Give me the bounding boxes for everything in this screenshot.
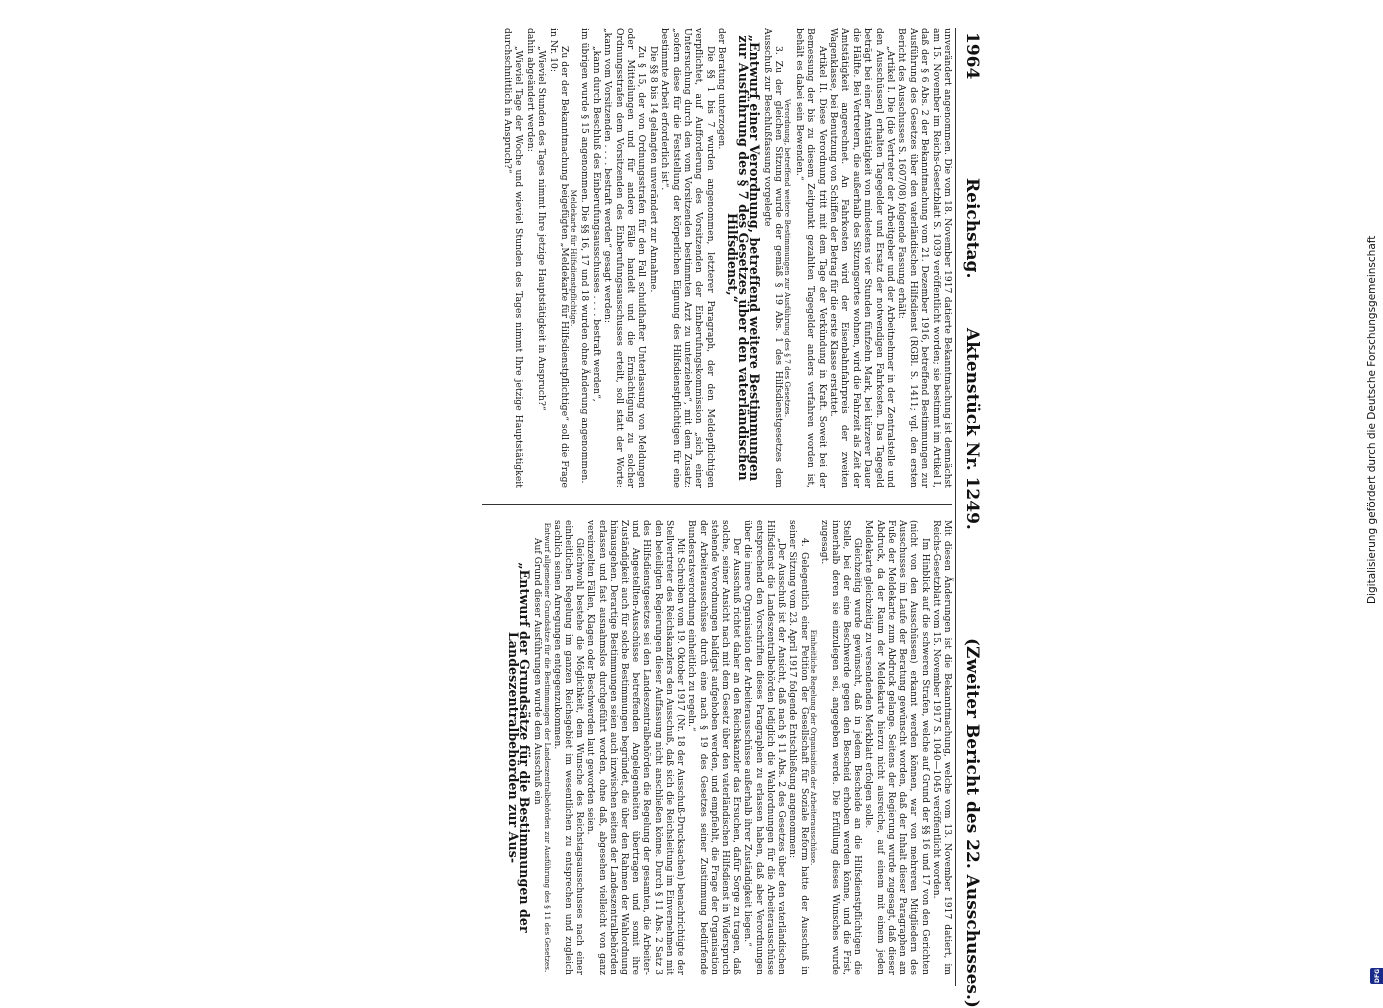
- page-body: [480, 28, 982, 1008]
- right-column-paragraph: Mit diesen Änderungen ist die Bekanntmachung, welche vom 13. November 1917 datiert, im Reichs-Gesetzblatt vom 15. November 1917 S. 1040—1045 veröffentlicht worden.: [930, 520, 952, 975]
- left-column-paragraph: Die §§ 1 bis 7 wurden angenommen, letzterer Paragraph, der den Meldepflichtigen verpflichtet, auf Aufforderung des Vorsitzenden der Einberufungskommission „sich einer Untersuchung durch den vom Vorsitzenden bestimmten Arzt zu unterziehen“, mit dem Zusatz: „sofern diese für die Feststellung der körperlichen Eignung des Hilfsdienstpflichtigen für eine bestimmte Arbeit erforderlich ist“.: [659, 28, 715, 488]
- left-column-paragraph: Zu der der Bekanntmachung beigefügten „Meldekarte für Hilfsdienstpflichtige“ soll die Frage in Nr. 10:: [547, 28, 569, 488]
- right-column-paragraph: 4. Gelegentlich einer Petition der Gesellschaft für Soziale Reform hatte der Ausschuß in seiner Sitzung vom 23. April 1917 folgende Entschließung angenommen:: [787, 520, 809, 975]
- left-column-paragraph: unverändert angenommen. Die vom 18. November 1917 datierte Bekanntmachung ist demnächst am 15. November im Reichs-Gesetzblatt S. 1039 veröffentlicht worden; sie bestimmt im Artikel I, daß der § 6 Abs. 2 der Bekanntmachung vom 21. Dezember 1916, betreffend Bestimmungen zur Ausführung des Gesetzes über den vaterländischen Hilfsdienst (RGBl. S. 1411; vgl. den ersten Bericht des Ausschusses S. 1607/08) folgende Fassung erhält:: [896, 28, 952, 488]
- rotated-content: [8, 28, 982, 1008]
- left-column-paragraph: Zu § 15, der von Ordnungsstrafen für den Fall schuldhafter Unterlassung von Meldungen oder Mitteilungen und für andere Fälle handelt und die Ermächtigung zu solcher Ordnungsstrafen dem Vorsitzenden des Einberufungsausschusses erteilt, soll statt der Worte: „kann vom Vorsitzenden . . . . bestraft werden“ gesagt werden:: [602, 28, 647, 488]
- right-column-paragraph: Der Ausschuß richtet daher an den Reichskanzler das Ersuchen, dafür Sorge zu tragen, daß solche, seiner Ansicht nach mit dem Gesetz über den vaterländischen Hilfsdienst in Widerspruch stehende Verordnungen baldigst aufgehoben werden, und empfiehlt, die Frage der Organisation der Arbeiterausschüsse durch eine nach § 19 des Gesetzes seiner Zustimmung bedürfende Bundesratsverordnung einheitlich zu regeln.“: [686, 520, 742, 975]
- header-title-right: (Zweiter Bericht des 22. Ausschusses.): [962, 638, 982, 1008]
- header-rule: [955, 28, 956, 986]
- right-column-paragraph: Einheitliche Regelung der Organisation der Arbeiterausschüsse.: [809, 629, 819, 866]
- left-column-paragraph: Artikel II. Diese Verordnung tritt mit dem Tage der Verkündung in Kraft. Soweit bei der Bemessung der bis zu diesem Zeitpunkt gezahlten Tagegelder anders verfahren worden ist, behält es dabei sein Bewenden.“: [793, 28, 827, 488]
- right-column-paragraph: Gleichwohl bestehe die Möglichkeit, dem Wunsche des Reichstagsausschusses nach einer einheitlichen Regelung im ganzen Reichsgebiet im wesentlichen zu entsprechen und zugleich sachlich seinen Anregungen entgegenzukommen.: [551, 520, 585, 975]
- left-column-paragraph: Die §§ 8 bis 14 gelangten unverändert zur Annahme.: [647, 46, 658, 293]
- right-column-paragraph: Entwurf allgemeiner Grundsätze für die Bestimmungen der Landeszentralbehörden zur Ausführung des § 11 des Gesetzes.: [542, 522, 552, 973]
- left-column-paragraph: dahin abgeändert werden:: [524, 28, 535, 152]
- left-column-paragraph: 3. Zu der gleichen Sitzung wurde der gemäß § 19 Abs. 1 des Hilfsdienstgesetzes dem Ausschuß zur Beschlußfassung vorgelegte: [761, 28, 784, 488]
- left-column-paragraph: Meldekarte für Hilfsdienstpflichtige.: [568, 189, 578, 327]
- header-title-left: Reichstag.: [962, 178, 982, 279]
- right-column-paragraph: Auf Grund dieser Ausführungen wurde dem Ausschuß ein: [531, 538, 542, 805]
- left-column-paragraph: Verordnung, betreffend weitere Bestimmungen zur Ausführung des § 7 des Gesetzes.: [783, 98, 793, 418]
- right-column-paragraph: Gleichzeitig wurde gewünscht, daß in jedem Bescheide an die Hilfsdienstpflichtigen die Stelle, bei der eine Beschwerde gegen den Bescheid erhoben werden könne, und die Frist, innerhalb deren sie einzulegen sei, angegeben werde. Die Erfüllung dieses Wunsches wurde zugesagt.: [818, 520, 863, 975]
- column-divider: [482, 504, 952, 505]
- left-column-paragraph: „Wieviel Stunden des Tages nimmt Ihre jetzige Hauptstätigkeit in Anspruch?“: [536, 46, 547, 411]
- left-column-paragraph: „Artikel I. Die [die Vertreter der Arbeitgeber und der Arbeitnehmer in der Zentralstelle und den Ausschüssen] erhalten Tagegelder und Ersatz der notwendigen Fahrkosten. Das Tagegeld beträgt bei einer Amtstätigkeit von mindestens vier Stunden fünfzehn Mark, bei kürzerer Dauer die Hälfte. Bei Vertretern, die außerhalb des Sitzungsortes wohnen, wird die Fahrzeit als Zeit der Amtstätigkeit angerechnet. An Fahrkosten wird der Eisenbahnfahrpreis der zweiten Wagenklasse, bei Benutzung von Schiffen der Betrag für die erste Klasse erstattet.: [827, 28, 895, 488]
- left-column: [501, 28, 952, 488]
- right-column-paragraph: „Der Ausschuß ist der Ansicht, daß nach § 11 Abs. 2 des Gesetzes über den vaterländischen Hilfsdienst die Landeszentralbehörden lediglich die Wahlordnungen für die Arbeiterausschüsse entsprechend den Vorschriften dieses Paragraphen zu erlassen haben, daß aber Verordnungen über die innere Organisation der Arbeiterausschüsse außerhalb ihrer Zuständigkeit liegen.“: [742, 520, 787, 975]
- right-column-paragraph: „Entwurf der Grundsätze für die Bestimmungen der Landeszentralbehörden zur Aus-: [506, 562, 533, 933]
- right-column-paragraph: Im Hinblick auf die schweren Strafen, welche auf Grund der §§ 16 und 17 von den Gerichten (nicht von den Ausschüssen) erkannt werden können, war von mehreren Mitgliedern des Ausschusses im Laufe der Beratung gewünscht worden, daß der Inhalt dieser Paragraphen am Fuße der Meldekarte zum Abdruck gelange. Seitens der Regierung wurde zugesagt, daß dieser Abdruck, da der Raum der Meldekarte hierzu nicht ausreiche, auf einem mit einem jeden Meldekarte gleichzeitig zu versendenden Merkblatt erfolgen solle.: [863, 520, 930, 975]
- header-title-center: Aktenstück Nr. 1249.: [962, 328, 982, 530]
- page-number: 1964: [962, 32, 982, 80]
- left-column-paragraph: „Entwurf einer Verordnung, betreffend weitere Bestimmungen zur Ausführung des § 7 des Gesetzes über den vaterländischen Hilfsdienst,“: [724, 34, 763, 482]
- left-column-paragraph: „Wieviel Tage der Woche und wieviel Stunden des Tages nimmt Ihre jetzige Hauptstätigkeit durchschnittlich in Anspruch?“: [501, 28, 524, 488]
- left-column-paragraph: der Beratung unterzogen.: [716, 28, 727, 150]
- dfg-logo: [1370, 968, 1383, 984]
- dfg-logo-text: DFG: [1374, 968, 1381, 983]
- right-column-paragraph: Mit Schreiben vom 19. Oktober 1917 (Nr. 18 der Ausschuß-Drucksachen) benachrichtigte der Stellvertreter des Reichskanzlers den Ausschuß, daß sich die Reichsleitung im Einvernehmen mit den beteiligten Regierungen dieser Auffassung nicht anschließen könne. Durch § 11 Abs. 2 Satz 3 des Hilfsdienstgesetzes sei den Landeszentralbehörden die Regelung der gesamten, die Arbeiter- und Angestellten-Ausschüsse betreffenden Angelegenheiten übertragen und somit ihre Zuständigkeit auch für solche Bestimmungen begründet, die über den Rahmen der Wahlordnung hinausgehen. Derartige Bestimmungen seien auch inzwischen seitens der Landeszentralbehörden erlassen und fast ausnahmslos durchgeführt worden, ohne daß, abgesehen vielleicht von ganz vereinzelten Fällen, Klagen oder Beschwerden laut geworden seien.: [585, 520, 686, 975]
- left-column-paragraph: „kann durch Beschluß des Einberufungsausschusses . . . . bestraft werden“,: [590, 46, 601, 402]
- left-column-paragraph: im übrigen wurde § 15 angenommen. Die §§ 16, 17 und 18 wurden ohne Änderung angenommen.: [579, 28, 590, 484]
- digitization-credit: Digitalisierung gefördert durch die Deutsche Forschungsgemeinschaft: [1366, 235, 1378, 604]
- right-column: [508, 520, 952, 975]
